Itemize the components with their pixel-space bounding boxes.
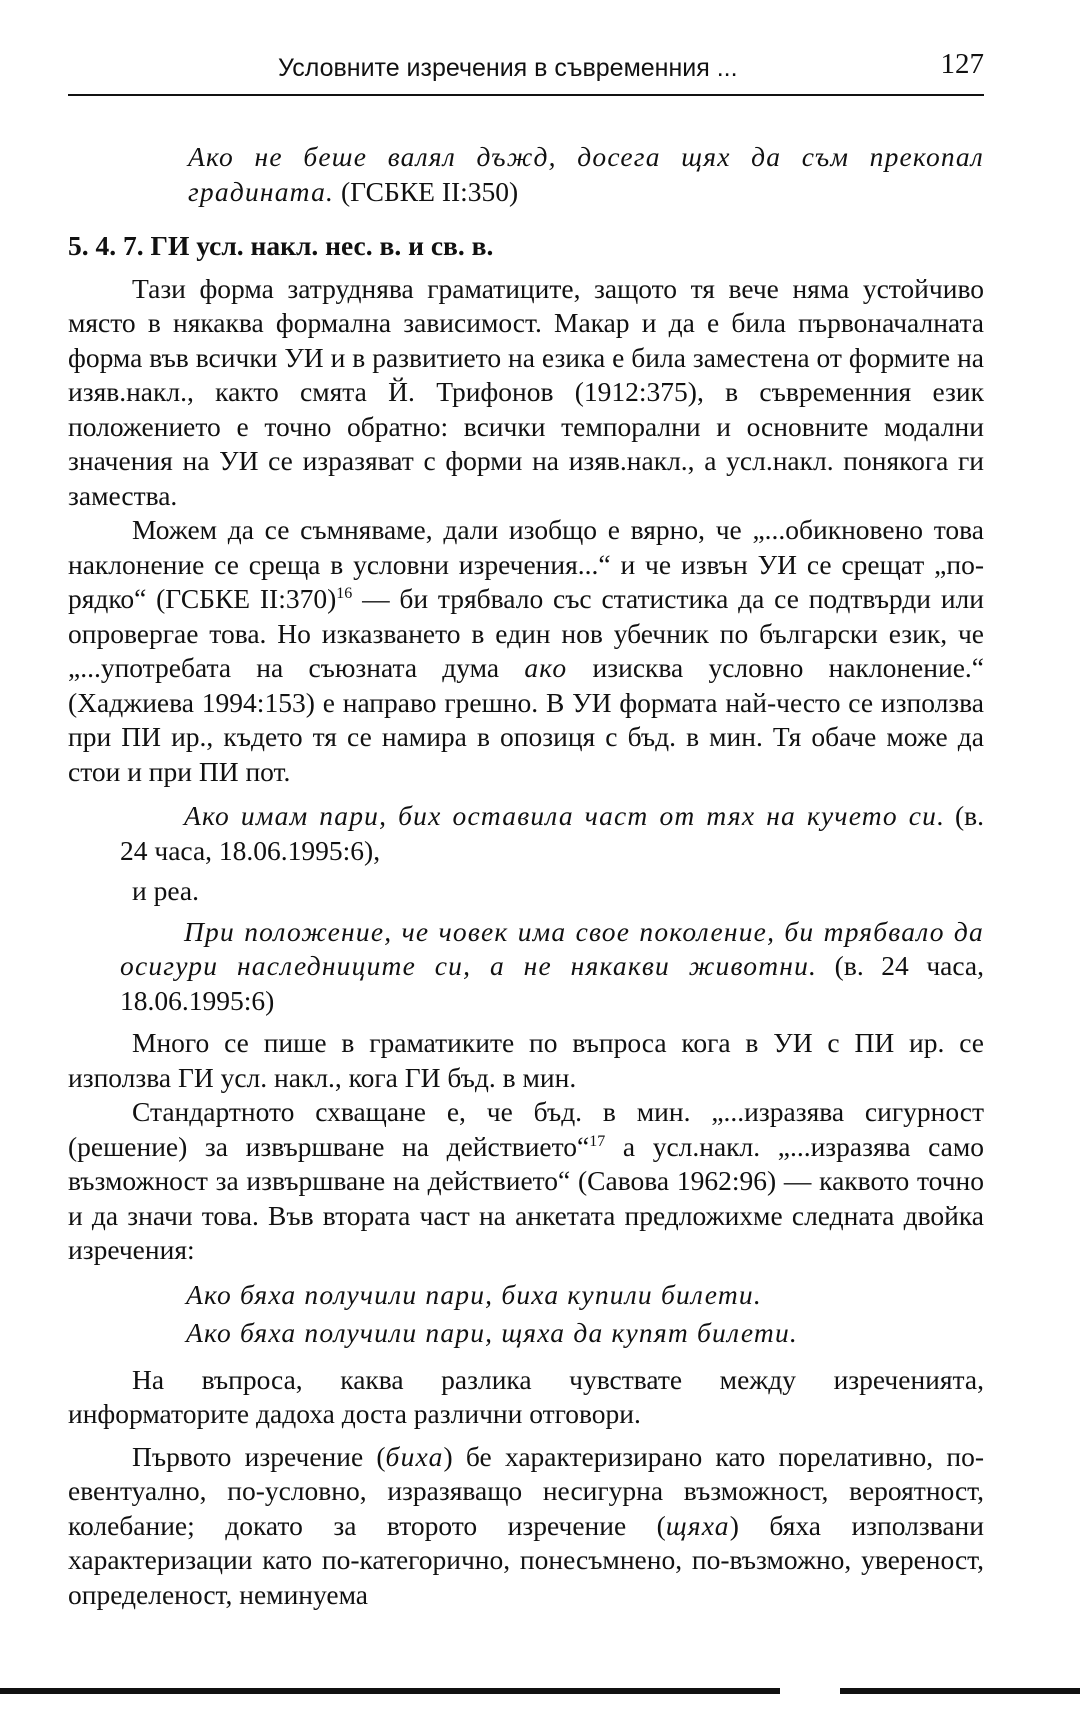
paragraph xyxy=(68,1095,984,1268)
paragraph-text: ) бяха използвани характеризации като по-категорично, понесъмнено, по-възможно, увереност, определеност, неминуема xyxy=(68,1509,984,1610)
scan-edge xyxy=(0,1688,1080,1696)
running-title: Условните изречения в съвременния ... xyxy=(278,54,738,82)
footnote-ref: 17 xyxy=(589,1132,606,1150)
example-text: При положение, че човек има свое поколение, би трябвало да осигури наследниците си, а не някакви животни. xyxy=(120,915,984,981)
running-header xyxy=(68,48,984,96)
paragraph xyxy=(68,513,984,789)
footnote-ref: 16 xyxy=(336,584,353,602)
italic-term: биха xyxy=(385,1440,444,1472)
example-sentence xyxy=(68,799,984,868)
paragraph-text: Първото изречение ( xyxy=(132,1440,386,1472)
paragraph-text: а усл.накл. „...изразява само възможност за извършване на действието“ (Савова 1962:96) — каквото точно и да значи това. Във втората част на анкетата предложихме следната двойка изречения: xyxy=(68,1130,984,1265)
example-sentence: Ако бяха получили пари, биха купили билети. xyxy=(186,1278,762,1310)
example-text: Ако имам пари, бих оставила част от тях на кучето си. xyxy=(184,800,946,831)
section-heading: 5. 4. 7. ГИ усл. накл. нес. в. и св. в. xyxy=(68,230,494,261)
connector-text: и реа. xyxy=(132,875,199,906)
paragraph-text: — би трябвало със статистика да се подтвърди или опровергае това. Но изказването в един нов убечник по български език, че „...употребата на съюзната дума xyxy=(68,583,984,683)
paragraph: Тази форма затруднява граматиците, защото тя вече няма устойчиво място в някаква формална зависимост. Макар и да е била първоначалната форма във всички УИ и в развитието на езика е била заместена от формите на изяв.накл., както смята Й. Трифонов (1912:375), в съвременния език положението е точно обратно: всички темпорални и основните модални значения на УИ се изразяват с форми на изяв.накл., а усл.накл. понякога ги замества. xyxy=(68,272,984,511)
example-source: (в. 24 часа, 18.06.1995:6), xyxy=(120,800,984,866)
page-number: 127 xyxy=(940,48,984,80)
italic-term: ако xyxy=(524,652,568,683)
example-sentence: Ако бяха получили пари, щяха да купят билети. xyxy=(186,1317,798,1348)
paragraph-text: Стандартното схващане е, че бъд. в мин. „...изразява сигурност (решение) за извършване на действието“ xyxy=(68,1096,984,1162)
page-body xyxy=(68,140,984,1612)
example-sentence xyxy=(68,915,984,1019)
paragraph-text: ) бе характеризирано като порелативно, по-евентуално, по-условно, изразяващо несигурна възможност, вероятност, колебание; докато за второто изречение ( xyxy=(68,1440,985,1541)
example-source: (ГСБКЕ II:350) xyxy=(334,175,519,207)
example-source: (в. 24 часа, 18.06.1995:6) xyxy=(120,950,984,1016)
paragraph-text: Можем да се съмняваме, дали изобщо е вярно, че „...обикновено това наклонение се среща в условни изречения...“ и че извън УИ се срещат „по-рядко“ (ГСБКЕ II:370) xyxy=(68,514,984,614)
italic-term: щяха xyxy=(665,1509,730,1541)
paragraph: Много се пише в граматиките по въпроса кога в УИ с ПИ ир. се използва ГИ усл. накл., кога ГИ бъд. в мин. xyxy=(68,1027,984,1093)
paragraph-text: изисква условно наклонение.“ (Хаджиева 1994:153) е направо грешно. В УИ формата най-често се използва при ПИ ир., където тя се намира в опозиця с бъд. в мин. Тя обаче може да стои и при ПИ пот. xyxy=(68,652,984,787)
paragraph xyxy=(68,1440,984,1613)
example-sentence xyxy=(68,140,984,209)
example-text: Ако не беше валял дъжд, досега щях да съм прекопал градината. xyxy=(188,141,984,207)
paragraph: На въпроса, каква разлика чувствате между изреченията, информаторите дадоха доста различни отговори. xyxy=(68,1363,984,1429)
